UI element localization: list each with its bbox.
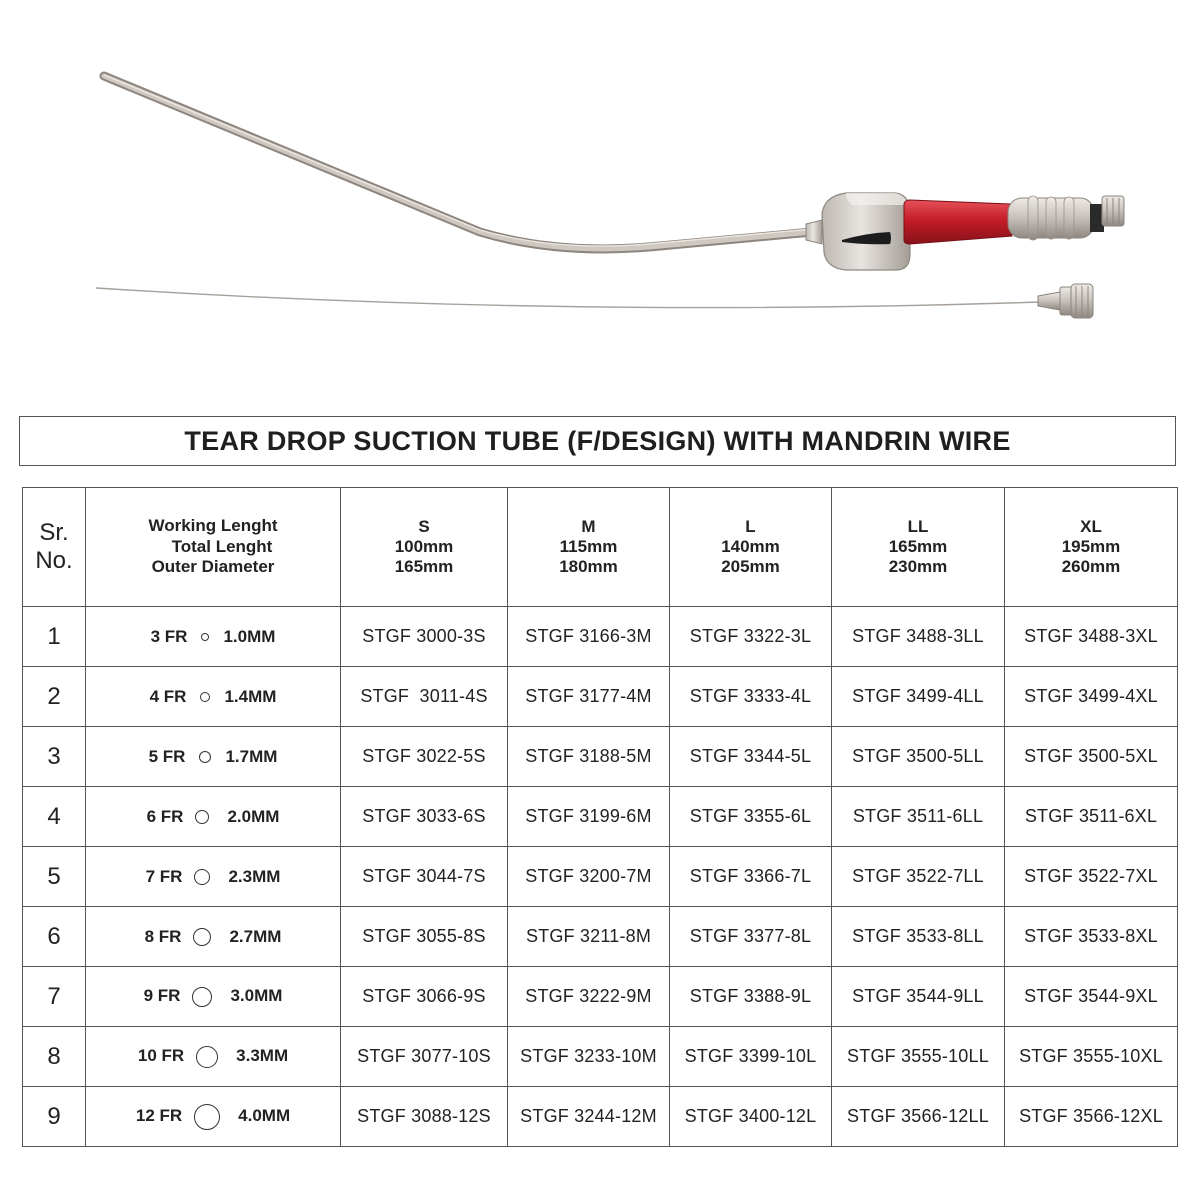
- code-ll: STGF 3511-6LL: [832, 787, 1005, 847]
- code-l: STGF 3333-4L: [670, 667, 832, 727]
- diameter-circle-icon: [196, 1046, 218, 1068]
- french-size: 3 FR: [150, 626, 188, 646]
- table-header-row: [23, 488, 1178, 607]
- code-m: STGF 3177-4M: [508, 667, 670, 727]
- table-row: [23, 1027, 1178, 1087]
- outer-diameter: 2.3MM: [228, 866, 281, 886]
- row-size-spec: [86, 607, 341, 667]
- french-size: 5 FR: [148, 746, 186, 766]
- code-m: STGF 3200-7M: [508, 847, 670, 907]
- row-size-spec: [86, 907, 341, 967]
- french-size: 12 FR: [135, 1105, 183, 1125]
- header-size-ll: LL 165mm 230mm: [832, 488, 1005, 607]
- row-serial-number: 1: [23, 607, 86, 667]
- ribbed-grip: [1008, 196, 1124, 240]
- product-title-box: [19, 416, 1176, 466]
- table-row: [23, 667, 1178, 727]
- row-serial-number: 9: [23, 1087, 86, 1147]
- code-xl: STGF 3566-12XL: [1005, 1087, 1178, 1147]
- code-s: STGF 3000-3S: [341, 607, 508, 667]
- code-ll: STGF 3488-3LL: [832, 607, 1005, 667]
- header-working-length: Working Lenght: [148, 516, 278, 536]
- row-size-spec: [86, 967, 341, 1027]
- french-size: 7 FR: [145, 866, 183, 886]
- diameter-circle-icon: [199, 751, 211, 763]
- red-handle: [904, 200, 1012, 244]
- code-l: STGF 3344-5L: [670, 727, 832, 787]
- code-m: STGF 3244-12M: [508, 1087, 670, 1147]
- code-s: STGF 3088-12S: [341, 1087, 508, 1147]
- row-serial-number: 6: [23, 907, 86, 967]
- specification-table: [22, 487, 1178, 1147]
- header-size-xl: XL 195mm 260mm: [1005, 488, 1178, 607]
- header-total-length: Total Lenght: [171, 536, 273, 556]
- header-outer-diameter: Outer Diameter: [151, 557, 275, 577]
- code-s: STGF 3077-10S: [341, 1027, 508, 1087]
- row-size-spec: [86, 727, 341, 787]
- header-srno: Sr. No.: [23, 488, 86, 607]
- header-size-s: S 100mm 165mm: [341, 488, 508, 607]
- product-title: TEAR DROP SUCTION TUBE (F/DESIGN) WITH MANDRIN WIRE: [184, 425, 1011, 456]
- row-size-spec: [86, 847, 341, 907]
- row-serial-number: 3: [23, 727, 86, 787]
- diameter-circle-icon: [193, 928, 211, 946]
- table-row: [23, 607, 1178, 667]
- french-size: 10 FR: [137, 1045, 185, 1065]
- outer-diameter: 3.0MM: [230, 986, 283, 1006]
- suction-tube: [104, 75, 812, 249]
- code-xl: STGF 3555-10XL: [1005, 1027, 1178, 1087]
- row-serial-number: 4: [23, 787, 86, 847]
- code-ll: STGF 3544-9LL: [832, 967, 1005, 1027]
- tube-collar: [806, 220, 822, 244]
- code-xl: STGF 3488-3XL: [1005, 607, 1178, 667]
- code-m: STGF 3222-9M: [508, 967, 670, 1027]
- row-serial-number: 8: [23, 1027, 86, 1087]
- table-row: [23, 967, 1178, 1027]
- code-l: STGF 3366-7L: [670, 847, 832, 907]
- code-s: STGF 3011-4S: [341, 667, 508, 727]
- row-size-spec: [86, 787, 341, 847]
- code-ll: STGF 3566-12LL: [832, 1087, 1005, 1147]
- header-size-m: M 115mm 180mm: [508, 488, 670, 607]
- diameter-circle-icon: [195, 810, 209, 824]
- code-l: STGF 3400-12L: [670, 1087, 832, 1147]
- code-l: STGF 3388-9L: [670, 967, 832, 1027]
- code-s: STGF 3022-5S: [341, 727, 508, 787]
- code-l: STGF 3322-3L: [670, 607, 832, 667]
- diameter-circle-icon: [201, 633, 209, 641]
- table-body: [23, 607, 1178, 1147]
- code-m: STGF 3166-3M: [508, 607, 670, 667]
- code-l: STGF 3377-8L: [670, 907, 832, 967]
- code-s: STGF 3033-6S: [341, 787, 508, 847]
- table-row: [23, 727, 1178, 787]
- header-size-l: L 140mm 205mm: [670, 488, 832, 607]
- code-xl: STGF 3533-8XL: [1005, 907, 1178, 967]
- row-size-spec: [86, 667, 341, 727]
- table-row: [23, 907, 1178, 967]
- outer-diameter: 1.0MM: [223, 626, 276, 646]
- code-m: STGF 3199-6M: [508, 787, 670, 847]
- table-row: [23, 787, 1178, 847]
- diameter-circle-icon: [192, 987, 212, 1007]
- code-ll: STGF 3522-7LL: [832, 847, 1005, 907]
- outer-diameter: 1.4MM: [224, 686, 277, 706]
- code-s: STGF 3044-7S: [341, 847, 508, 907]
- table-row: [23, 1087, 1178, 1147]
- table-row: [23, 847, 1178, 907]
- code-xl: STGF 3522-7XL: [1005, 847, 1178, 907]
- thumb-control-block: [822, 193, 910, 270]
- row-size-spec: [86, 1027, 341, 1087]
- outer-diameter: 3.3MM: [236, 1045, 289, 1065]
- product-image: [0, 0, 1200, 400]
- code-xl: STGF 3544-9XL: [1005, 967, 1178, 1027]
- diameter-circle-icon: [194, 869, 210, 885]
- code-xl: STGF 3500-5XL: [1005, 727, 1178, 787]
- diameter-circle-icon: [200, 692, 210, 702]
- code-ll: STGF 3533-8LL: [832, 907, 1005, 967]
- outer-diameter: 1.7MM: [225, 746, 278, 766]
- code-xl: STGF 3511-6XL: [1005, 787, 1178, 847]
- code-l: STGF 3355-6L: [670, 787, 832, 847]
- outer-diameter: 2.7MM: [229, 926, 282, 946]
- row-serial-number: 7: [23, 967, 86, 1027]
- row-serial-number: 2: [23, 667, 86, 727]
- code-l: STGF 3399-10L: [670, 1027, 832, 1087]
- code-m: STGF 3188-5M: [508, 727, 670, 787]
- outer-diameter: 2.0MM: [227, 806, 280, 826]
- code-ll: STGF 3499-4LL: [832, 667, 1005, 727]
- french-size: 4 FR: [149, 686, 187, 706]
- header-dimensions: [86, 488, 341, 607]
- code-s: STGF 3066-9S: [341, 967, 508, 1027]
- outer-diameter: 4.0MM: [238, 1105, 291, 1125]
- code-s: STGF 3055-8S: [341, 907, 508, 967]
- code-m: STGF 3233-10M: [508, 1027, 670, 1087]
- code-ll: STGF 3555-10LL: [832, 1027, 1005, 1087]
- french-size: 8 FR: [144, 926, 182, 946]
- french-size: 6 FR: [146, 806, 184, 826]
- code-xl: STGF 3499-4XL: [1005, 667, 1178, 727]
- code-m: STGF 3211-8M: [508, 907, 670, 967]
- row-serial-number: 5: [23, 847, 86, 907]
- row-size-spec: [86, 1087, 341, 1147]
- diameter-circle-icon: [194, 1104, 220, 1130]
- code-ll: STGF 3500-5LL: [832, 727, 1005, 787]
- mandrin-wire: [96, 284, 1093, 318]
- french-size: 9 FR: [143, 986, 181, 1006]
